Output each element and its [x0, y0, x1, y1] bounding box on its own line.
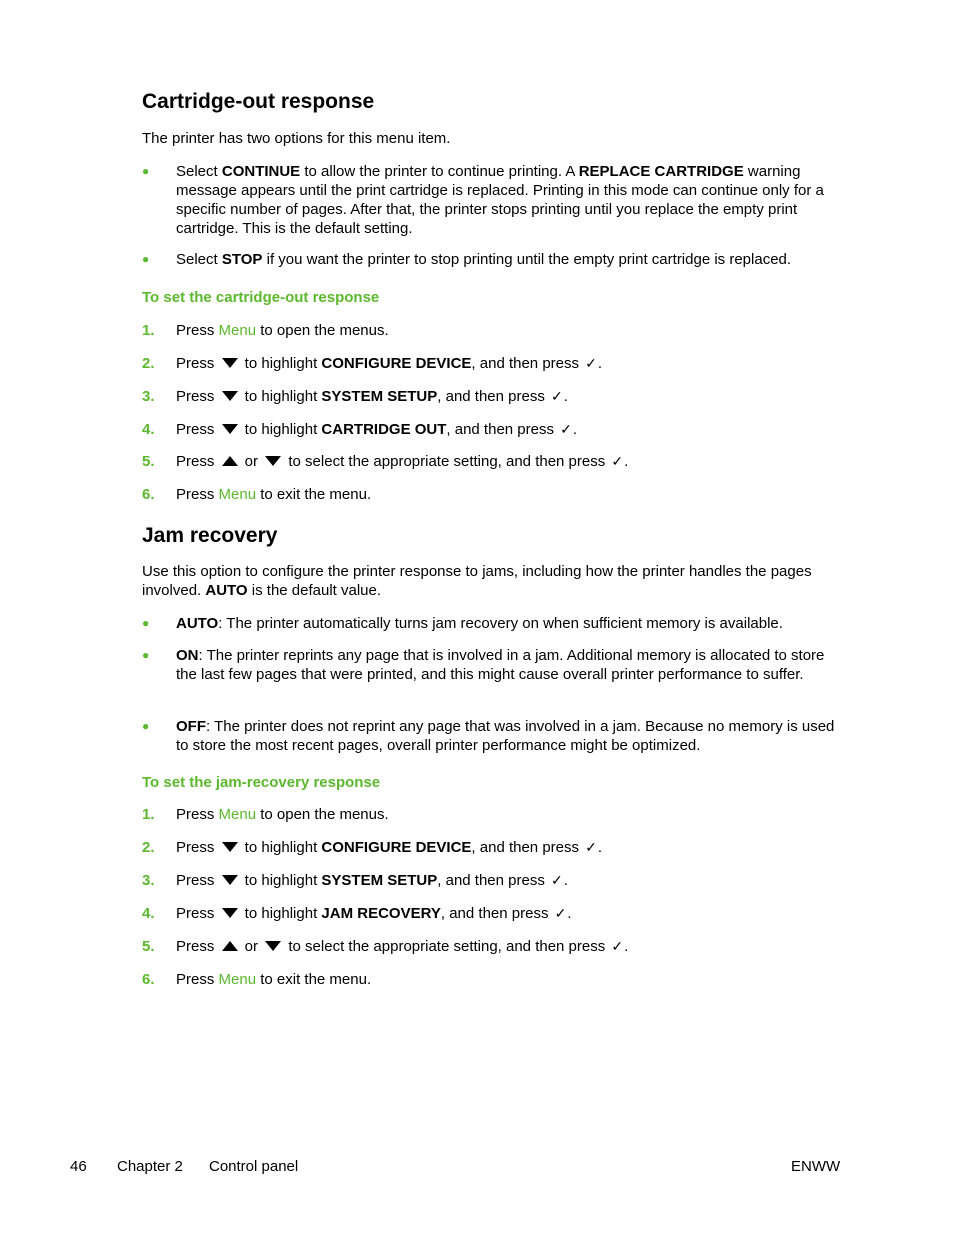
procedure-title: To set the jam-recovery response — [142, 774, 381, 791]
step-number: 1. — [142, 322, 155, 339]
footer-chapter: Chapter 2 — [117, 1158, 183, 1175]
footer-chapter-title: Control panel — [209, 1158, 299, 1175]
step-text: Press Menu to open the menus. — [176, 806, 389, 823]
checkmark-icon: ✓ — [611, 938, 624, 954]
step-number: 2. — [142, 839, 155, 856]
bullet-icon: ● — [142, 164, 150, 178]
menu-button-label: Menu — [218, 971, 257, 988]
step-number: 3. — [142, 872, 155, 889]
down-arrow-icon — [265, 456, 281, 466]
section-title-cartridge-out: Cartridge-out response — [142, 90, 375, 113]
checkmark-icon: ✓ — [585, 839, 597, 855]
bullet-icon: ● — [142, 648, 150, 662]
step-text: Press to highlight SYSTEM SETUP, and then press ✓. — [176, 388, 568, 405]
step-number: 6. — [142, 971, 155, 988]
step-number: 4. — [142, 421, 155, 438]
procedure-title: To set the cartridge-out response — [142, 289, 380, 306]
bullet-icon: ● — [142, 252, 150, 266]
menu-button-label: Menu — [218, 806, 257, 823]
step-number: 5. — [142, 938, 155, 955]
down-arrow-icon — [222, 842, 238, 852]
down-arrow-icon — [222, 391, 238, 401]
up-arrow-icon — [222, 456, 238, 466]
section-title-jam-recovery: Jam recovery — [142, 524, 278, 547]
checkmark-icon: ✓ — [611, 453, 624, 469]
step-number: 5. — [142, 453, 155, 470]
bullet-icon: ● — [142, 616, 150, 630]
down-arrow-icon — [222, 358, 238, 368]
step-text: Press Menu to open the menus. — [176, 322, 389, 339]
step-number: 1. — [142, 806, 155, 823]
down-arrow-icon — [222, 424, 238, 434]
step-text: Press Menu to exit the menu. — [176, 971, 372, 988]
step-text: Press to highlight CARTRIDGE OUT, and then press ✓. — [176, 421, 578, 438]
section-intro: The printer has two options for this menu item. — [142, 130, 451, 147]
step-text: Press to highlight JAM RECOVERY, and then press ✓. — [176, 905, 572, 922]
bullet-text: AUTO: The printer automatically turns jam recovery on when sufficient memory is available. — [176, 615, 783, 632]
bullet-text: ON: The printer reprints any page that is involved in a jam. Additional memory is allocated to store the last few pages that were printed, and this might cause overall printer performance to suffer. — [176, 647, 825, 683]
checkmark-icon: ✓ — [551, 872, 563, 888]
step-text: Press to highlight CONFIGURE DEVICE, and then press ✓. — [176, 355, 603, 372]
checkmark-icon: ✓ — [554, 905, 567, 921]
checkmark-icon: ✓ — [551, 388, 563, 404]
bullet-text: Select STOP if you want the printer to stop printing until the empty print cartridge is replaced. — [176, 251, 792, 268]
page-number: 46 — [70, 1158, 87, 1175]
checkmark-icon: ✓ — [560, 421, 572, 437]
step-text: Press Menu to exit the menu. — [176, 486, 372, 503]
checkmark-icon: ✓ — [585, 355, 597, 371]
bullet-text: Select CONTINUE to allow the printer to continue printing. A REPLACE CARTRIDGE warning message appears until the print cartridge is replaced. Printing in this mode can continue only for a specific number of pages. After that, the printer stops printing until you replace the empty print cartridge. This is the default setting. — [176, 163, 824, 237]
step-text: Press or to select the appropriate setting, and then press ✓. — [176, 453, 629, 470]
down-arrow-icon — [265, 941, 281, 951]
down-arrow-icon — [222, 908, 238, 918]
section-intro: Use this option to configure the printer response to jams, including how the printer handles the pages involved. AUTO is the default value. — [142, 563, 812, 599]
step-text: Press to highlight CONFIGURE DEVICE, and then press ✓. — [176, 839, 603, 856]
step-number: 6. — [142, 486, 155, 503]
up-arrow-icon — [222, 941, 238, 951]
step-number: 2. — [142, 355, 155, 372]
bullet-text: OFF: The printer does not reprint any page that was involved in a jam. Because no memory is used to store the most recent pages, overall printer performance might be optimized. — [176, 718, 835, 754]
bullet-icon: ● — [142, 719, 150, 733]
down-arrow-icon — [222, 875, 238, 885]
step-number: 4. — [142, 905, 155, 922]
step-text: Press to highlight SYSTEM SETUP, and then press ✓. — [176, 872, 568, 889]
footer-code: ENWW — [791, 1158, 841, 1175]
menu-button-label: Menu — [218, 486, 257, 503]
menu-button-label: Menu — [218, 322, 257, 339]
step-number: 3. — [142, 388, 155, 405]
step-text: Press or to select the appropriate setting, and then press ✓. — [176, 938, 629, 955]
